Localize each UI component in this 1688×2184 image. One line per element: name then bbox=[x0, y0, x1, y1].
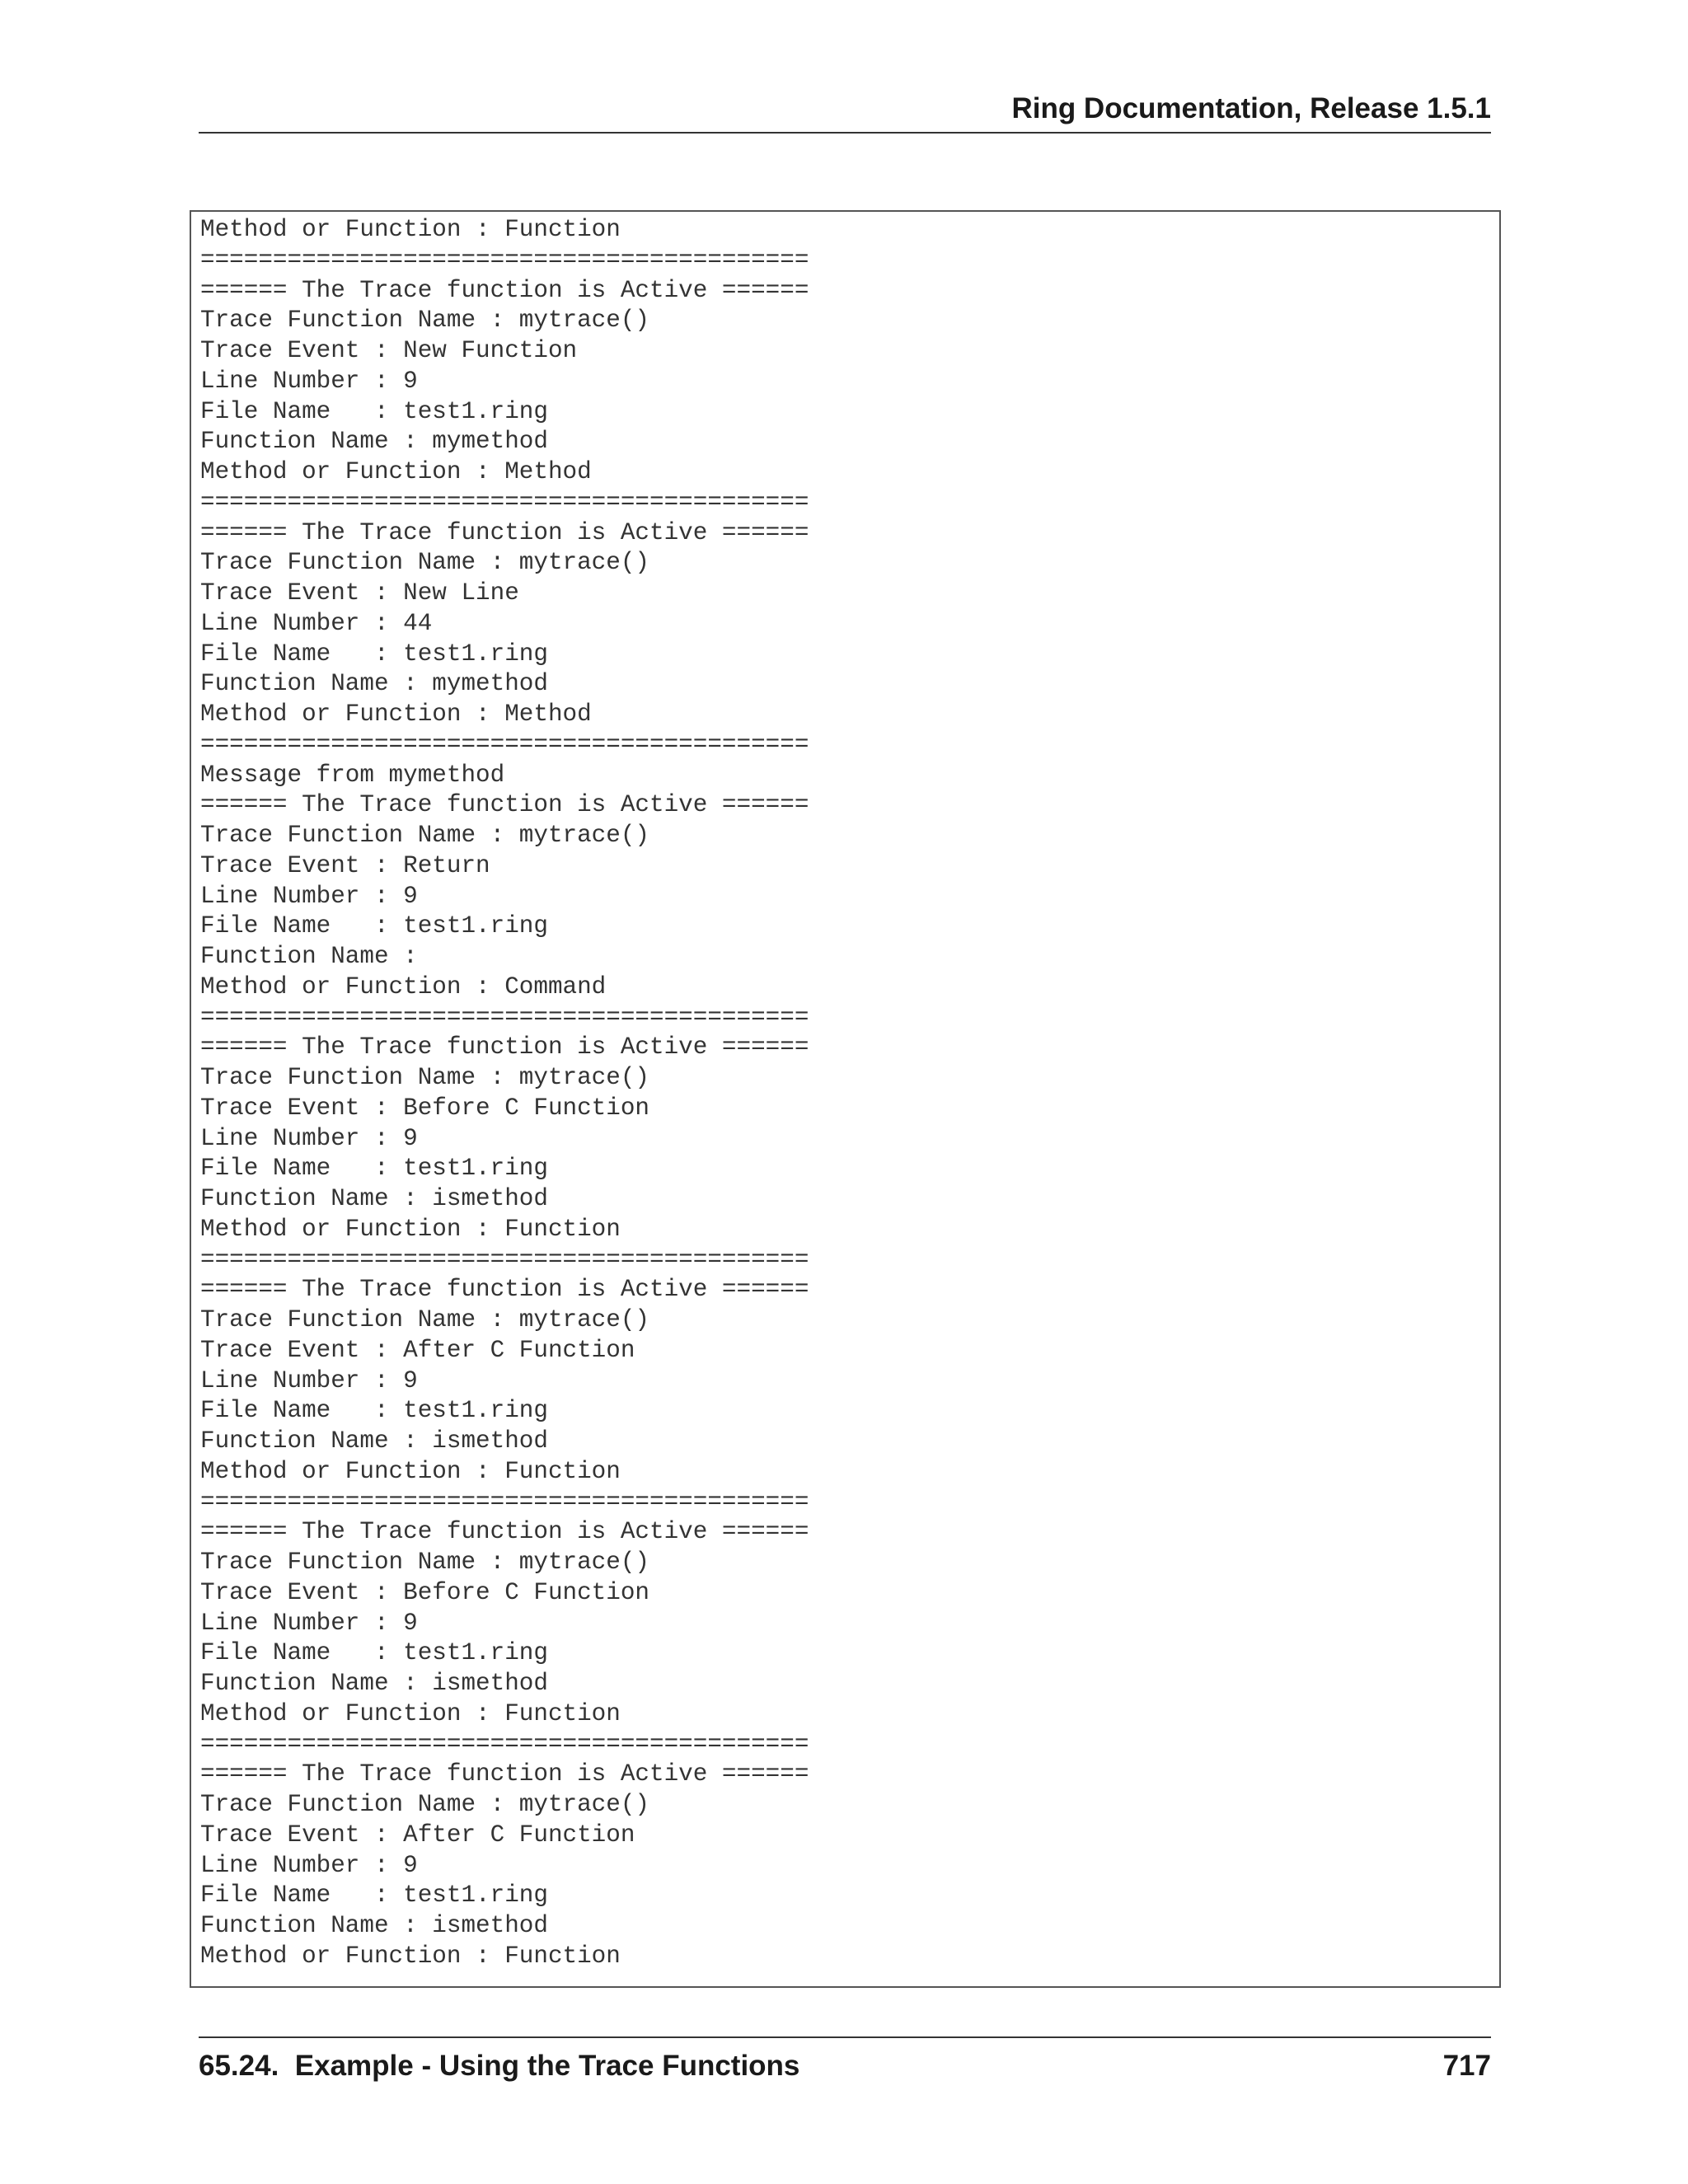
code-line: Function Name : bbox=[200, 943, 418, 970]
code-line: ====== The Trace function is Active ====== bbox=[200, 1518, 809, 1546]
code-line: Function Name : ismethod bbox=[200, 1427, 548, 1455]
code-line: ====== The Trace function is Active ====== bbox=[200, 518, 809, 546]
document-title: Ring Documentation, Release 1.5.1 bbox=[1011, 92, 1491, 124]
code-line: Method or Function : Command bbox=[200, 972, 607, 1001]
code-line: ========================================== bbox=[200, 1488, 809, 1516]
code-line: Method or Function : Function bbox=[200, 1699, 621, 1727]
code-line: Trace Event : New Function bbox=[200, 337, 578, 364]
page-header bbox=[199, 92, 1491, 134]
code-line: ====== The Trace function is Active ====== bbox=[200, 1276, 809, 1304]
code-line: Trace Event : After C Function bbox=[200, 1821, 635, 1849]
code-line: Function Name : ismethod bbox=[200, 1185, 548, 1212]
code-line: File Name : test1.ring bbox=[200, 912, 548, 940]
code-line: Method or Function : Method bbox=[200, 701, 592, 728]
code-line: Trace Function Name : mytrace() bbox=[200, 1549, 650, 1576]
code-line: Trace Function Name : mytrace() bbox=[200, 1064, 650, 1091]
code-line: Function Name : mymethod bbox=[200, 670, 548, 698]
code-line: Trace Event : Before C Function bbox=[200, 1094, 650, 1122]
code-line: Function Name : ismethod bbox=[200, 1670, 548, 1697]
code-line: Line Number : 9 bbox=[200, 1851, 418, 1879]
code-line: Line Number : 9 bbox=[200, 882, 418, 910]
code-line: Line Number : 9 bbox=[200, 367, 418, 395]
code-line: Line Number : 9 bbox=[200, 1366, 418, 1394]
code-line: Function Name : mymethod bbox=[200, 428, 548, 456]
code-line: File Name : test1.ring bbox=[200, 640, 548, 668]
code-line: File Name : test1.ring bbox=[200, 1639, 548, 1667]
code-line: Trace Function Name : mytrace() bbox=[200, 1306, 650, 1333]
code-line: Trace Event : After C Function bbox=[200, 1336, 635, 1364]
code-line: File Name : test1.ring bbox=[200, 397, 548, 425]
code-block bbox=[190, 210, 1501, 1988]
code-line: Message from mymethod bbox=[200, 761, 505, 789]
code-line: Line Number : 44 bbox=[200, 609, 433, 637]
code-line: Function Name : ismethod bbox=[200, 1912, 548, 1939]
code-line: Trace Function Name : mytrace() bbox=[200, 307, 650, 335]
code-line: Line Number : 9 bbox=[200, 1609, 418, 1637]
page-number: 717 bbox=[1442, 2050, 1491, 2082]
code-line: Trace Function Name : mytrace() bbox=[200, 822, 650, 849]
code-line: File Name : test1.ring bbox=[200, 1882, 548, 1910]
code-line: ====== The Trace function is Active ====== bbox=[200, 1760, 809, 1788]
code-line: ========================================== bbox=[200, 246, 809, 274]
code-line: Trace Event : Before C Function bbox=[200, 1578, 650, 1606]
code-line: ====== The Trace function is Active ====== bbox=[200, 791, 809, 819]
code-line: ========================================== bbox=[200, 1003, 809, 1031]
code-line: Method or Function : Method bbox=[200, 458, 592, 485]
code-line: File Name : test1.ring bbox=[200, 1397, 548, 1425]
code-line: Trace Function Name : mytrace() bbox=[200, 549, 650, 577]
code-line: ========================================== bbox=[200, 730, 809, 758]
code-line: Trace Function Name : mytrace() bbox=[200, 1791, 650, 1818]
code-line: Method or Function : Function bbox=[200, 1215, 621, 1243]
code-line: ========================================== bbox=[200, 1730, 809, 1758]
code-line: Trace Event : New Line bbox=[200, 579, 519, 607]
code-lines bbox=[200, 215, 1491, 1972]
code-line: ====== The Trace function is Active ====== bbox=[200, 276, 809, 304]
code-line: Trace Event : Return bbox=[200, 851, 490, 879]
code-line: File Name : test1.ring bbox=[200, 1155, 548, 1183]
code-line: Method or Function : Function bbox=[200, 1457, 621, 1485]
section-title: 65.24. Example - Using the Trace Functions bbox=[199, 2050, 800, 2082]
page-footer bbox=[199, 2036, 1491, 2088]
code-line: Line Number : 9 bbox=[200, 1124, 418, 1152]
code-line: ========================================== bbox=[200, 488, 809, 516]
code-line: Method or Function : Function bbox=[200, 1942, 621, 1970]
code-line: ====== The Trace function is Active ====== bbox=[200, 1033, 809, 1062]
code-line: ========================================== bbox=[200, 1245, 809, 1273]
code-line: Method or Function : Function bbox=[200, 216, 621, 243]
